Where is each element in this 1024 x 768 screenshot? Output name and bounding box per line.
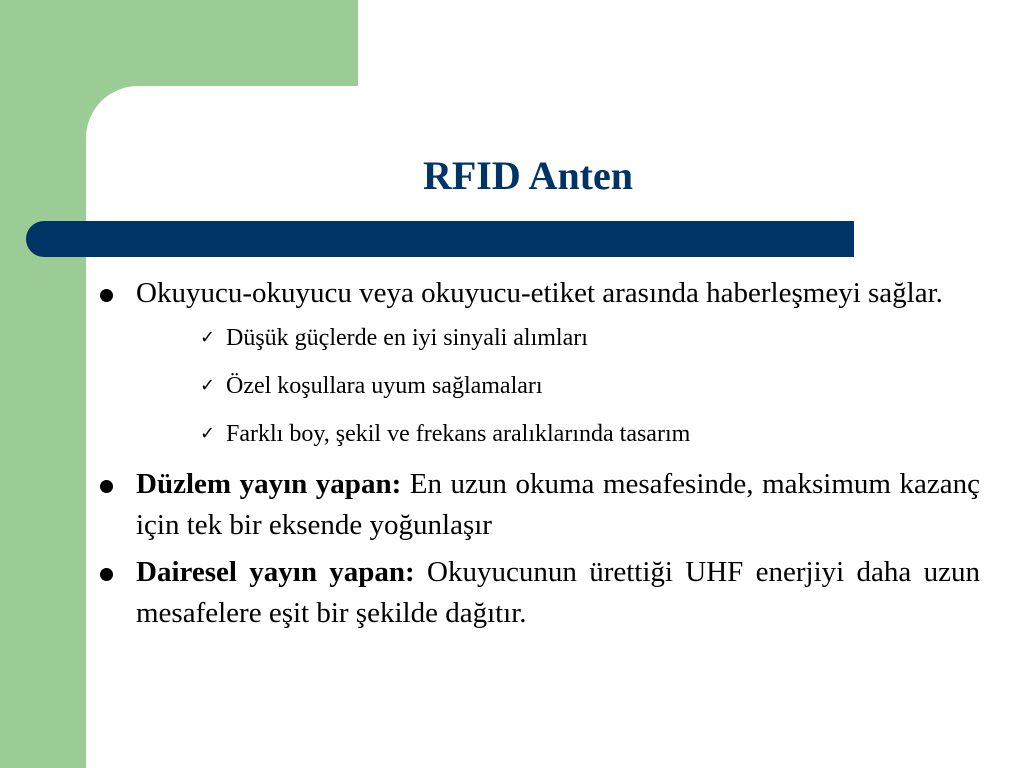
bullet-item xyxy=(100,464,980,546)
slide-body xyxy=(100,273,980,634)
sub-item xyxy=(100,314,980,362)
bullet-text: Okuyucunun ürettiği UHF enerjiyi daha uzun mesafelere eşit bir şekilde dağıtır. xyxy=(136,556,980,629)
bullet-bold-lead: Düzlem yayın yapan: xyxy=(136,468,410,500)
bullet-dot-icon xyxy=(100,568,113,581)
bullet-dot-icon xyxy=(100,480,113,493)
bullet-item xyxy=(100,273,980,314)
bullet-bold-lead: Dairesel yayın yapan: xyxy=(136,556,428,588)
bullet-dot-icon xyxy=(100,289,113,302)
sub-item-text: Düşük güçlerde en iyi sinyali alımları xyxy=(226,325,588,351)
bullet-item xyxy=(100,552,980,634)
checkmark-icon: ✓ xyxy=(200,423,216,444)
bullet-text: Okuyucu-okuyucu veya okuyucu-etiket arasında haberleşmeyi sağlar. xyxy=(136,277,943,309)
title-underline-bar xyxy=(26,221,854,257)
sub-item xyxy=(100,410,980,458)
sub-item-text: Özel koşullara uyum sağlamaları xyxy=(226,373,543,399)
sub-item-text: Farklı boy, şekil ve frekans aralıklarında tasarım xyxy=(226,421,691,447)
checkmark-icon: ✓ xyxy=(200,327,216,348)
checkmark-icon: ✓ xyxy=(200,375,216,396)
slide-title: RFID Anten xyxy=(422,153,634,198)
bullet-text: En uzun okuma mesafesinde, maksimum kazanç için tek bir eksende yoğunlaşır xyxy=(136,468,980,541)
sub-item xyxy=(100,362,980,410)
